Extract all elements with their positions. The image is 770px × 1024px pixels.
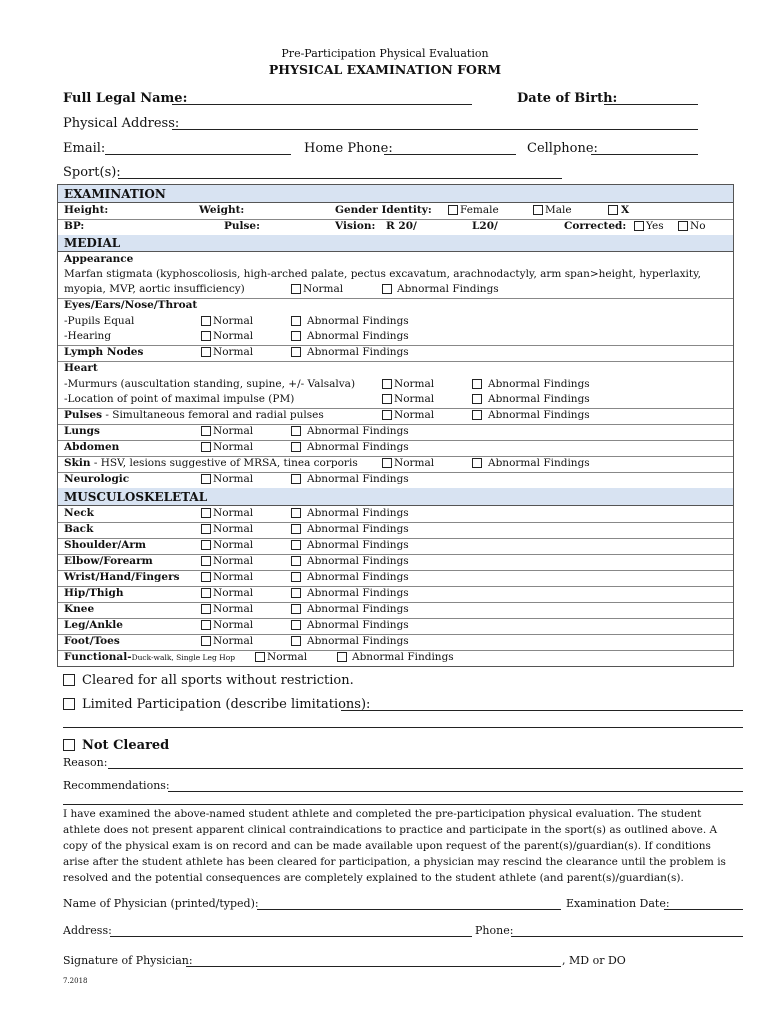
pmi-normal-label: Normal [394,393,435,405]
cleared-label: Cleared for all sports without restriction. [82,673,354,688]
msk-abnormal-label-leg-ankle: Abnormal Findings [307,619,409,631]
msk-normal-label-elbow-forearm: Normal [213,555,254,567]
msk-abnormal-checkbox-back[interactable] [291,524,301,534]
msk-abnormal-label-knee: Abnormal Findings [307,603,409,615]
msk-normal-label-shoulder-arm: Normal [213,539,254,551]
physician-name-label: Name of Physician (printed/typed): [63,897,259,910]
reason-label: Reason: [63,756,108,769]
msk-normal-label-hip-thigh: Normal [213,587,254,599]
lungs-abnormal-checkbox[interactable] [291,426,301,436]
msk-label-knee: Knee [64,603,95,615]
lungs-normal-checkbox[interactable] [201,426,211,436]
exam-date-field[interactable] [664,909,743,910]
pulses-normal-checkbox[interactable] [382,410,392,420]
vision-right-label: R 20/ [386,220,417,232]
not-cleared-label: Not Cleared [82,738,170,753]
pulses-abnormal-checkbox[interactable] [472,410,482,420]
msk-row-leg-ankle [58,618,733,635]
msk-normal-checkbox-hip-thigh[interactable] [201,588,211,598]
height-label: Height: [64,204,109,216]
md-do-label: , MD or DO [562,954,626,967]
pulses-text [64,408,324,423]
murmurs-abnormal-label: Abnormal Findings [488,378,590,390]
murmurs-abnormal-checkbox[interactable] [472,379,482,389]
msk-label-neck: Neck [64,507,94,519]
physical-address-field[interactable] [172,129,698,130]
cleared-checkbox[interactable] [63,674,75,686]
form-subtitle: Pre-Participation Physical Evaluation [281,47,489,60]
msk-abnormal-checkbox-wrist-hand-fingers[interactable] [291,572,301,582]
murmurs-normal-label: Normal [394,378,435,390]
female-checkbox[interactable] [448,205,458,215]
exam-row-height [58,203,733,220]
skin-abnormal-checkbox[interactable] [472,458,482,468]
functional-normal-checkbox[interactable] [255,652,265,662]
sports-label: Sport(s): [63,165,121,180]
examination-heading: EXAMINATION [58,185,733,203]
msk-normal-label-neck: Normal [213,507,254,519]
corrected-yes-checkbox[interactable] [634,221,644,231]
msk-label-leg-ankle: Leg/Ankle [64,619,123,631]
abdomen-normal-label: Normal [213,441,254,453]
full-legal-name-label: Full Legal Name: [63,91,188,106]
abdomen-abnormal-label: Abnormal Findings [307,441,409,453]
skin-row [58,456,733,473]
hearing-abnormal-label: Abnormal Findings [307,330,409,342]
corrected-yes-label: Yes [646,220,664,232]
male-checkbox[interactable] [533,205,543,215]
male-label: Male [545,204,572,216]
x-checkbox[interactable] [608,205,618,215]
signature-label: Signature of Physician: [63,954,193,967]
pulses-label: Pulses [64,409,103,421]
heart-label: Heart [64,362,98,374]
msk-abnormal-checkbox-shoulder-arm[interactable] [291,540,301,550]
msk-normal-checkbox-foot-toes[interactable] [201,636,211,646]
msk-abnormal-checkbox-foot-toes[interactable] [291,636,301,646]
address-label: Address: [63,924,112,937]
msk-label-shoulder-arm: Shoulder/Arm [64,539,147,551]
neurologic-abnormal-checkbox[interactable] [291,474,301,484]
physical-address-label: Physical Address: [63,116,180,131]
corrected-label: Corrected: [564,220,627,232]
pulses-abnormal-label: Abnormal Findings [488,409,590,421]
heart-row [58,361,733,409]
msk-normal-checkbox-neck[interactable] [201,508,211,518]
recommendations-field[interactable] [168,791,743,792]
murmurs-normal-checkbox[interactable] [382,379,392,389]
vision-left-label: L20/ [472,220,498,232]
skin-abnormal-label: Abnormal Findings [488,457,590,469]
appearance-normal-checkbox[interactable] [291,284,301,294]
phone-label: Phone: [475,924,514,937]
skin-normal-label: Normal [394,457,435,469]
lymph-normal-checkbox[interactable] [201,347,211,357]
abdomen-abnormal-checkbox[interactable] [291,442,301,452]
pupils-abnormal-checkbox[interactable] [291,316,301,326]
msk-normal-checkbox-back[interactable] [201,524,211,534]
functional-text [64,650,235,665]
appearance-normal-label: Normal [303,283,344,295]
lymph-abnormal-label: Abnormal Findings [307,346,409,358]
msk-abnormal-label-shoulder-arm: Abnormal Findings [307,539,409,551]
form-version: 7.2018 [63,977,88,985]
recommendations-field-2[interactable] [63,804,743,805]
msk-normal-label-knee: Normal [213,603,254,615]
msk-abnormal-label-elbow-forearm: Abnormal Findings [307,555,409,567]
msk-abnormal-checkbox-elbow-forearm[interactable] [291,556,301,566]
marfan-text-1: Marfan stigmata (kyphoscoliosis, high-arched palate, pectus excavatum, arachnodactyly, arm span>height, hyperlaxity, [64,268,702,280]
bp-label: BP: [64,220,85,232]
lungs-label: Lungs [64,425,100,437]
home-phone-label: Home Phone: [304,141,393,156]
phone-field[interactable] [511,936,743,937]
functional-abnormal-checkbox[interactable] [337,652,347,662]
recommendations-label: Recommendations: [63,779,170,792]
corrected-no-checkbox[interactable] [678,221,688,231]
msk-label-foot-toes: Foot/Toes [64,635,120,647]
physician-statement: I have examined the above-named student athlete and completed the pre-participation physical evaluation. The student athlete does not present apparent clinical contraindications to practice and participate in the sport(s) as outlined above. A copy of the physical exam is on record and can be made available upon request of the parent(s)/guardian(s). If conditions arise after the student athlete has been cleared for participation, a physician may rescind the clearance until the problem is resolved and the potential consequences are completely explained to the student athlete (and parent(s)/guardian(s). [63,808,726,884]
msk-label-back: Back [64,523,94,535]
msk-abnormal-checkbox-neck[interactable] [291,508,301,518]
full-legal-name-field[interactable] [172,104,472,105]
neurologic-normal-checkbox[interactable] [201,474,211,484]
limited-label: Limited Participation (describe limitations): [82,697,371,712]
pulses-row [58,408,733,425]
not-cleared-checkbox[interactable] [63,739,75,751]
functional-label: Functional- [64,651,132,663]
x-label: X [621,204,630,216]
address-field[interactable] [110,936,472,937]
pupils-label: -Pupils Equal [64,315,135,327]
pupils-abnormal-label: Abnormal Findings [307,315,409,327]
msk-normal-label-wrist-hand-fingers: Normal [213,571,254,583]
eent-row [58,298,733,346]
neurologic-normal-label: Normal [213,473,254,485]
pupils-normal-label: Normal [213,315,254,327]
home-phone-field[interactable] [384,154,516,155]
appearance-label: Appearance [64,253,134,265]
sports-field[interactable] [118,178,562,179]
skin-normal-checkbox[interactable] [382,458,392,468]
cellphone-label: Cellphone: [527,141,598,156]
limited-field[interactable] [341,710,743,711]
email-label: Email: [63,141,106,156]
msk-label-wrist-hand-fingers: Wrist/Hand/Fingers [64,571,180,583]
msk-abnormal-label-foot-toes: Abnormal Findings [307,635,409,647]
lungs-abnormal-label: Abnormal Findings [307,425,409,437]
functional-row [58,650,733,666]
date-of-birth-label: Date of Birth: [517,91,618,106]
abdomen-normal-checkbox[interactable] [201,442,211,452]
exam-row-bp [58,219,733,236]
hearing-abnormal-checkbox[interactable] [291,331,301,341]
msk-normal-checkbox-leg-ankle[interactable] [201,620,211,630]
reason-field[interactable] [108,768,743,769]
female-label: Female [460,204,499,216]
form-title: PHYSICAL EXAMINATION FORM [268,62,502,77]
pmi-abnormal-label: Abnormal Findings [488,393,590,405]
msk-row-hip-thigh [58,586,733,603]
physician-name-field[interactable] [257,909,561,910]
msk-label-hip-thigh: Hip/Thigh [64,587,124,599]
hearing-normal-checkbox[interactable] [201,331,211,341]
msk-abnormal-label-back: Abnormal Findings [307,523,409,535]
msk-normal-label-leg-ankle: Normal [213,619,254,631]
appearance-abnormal-checkbox[interactable] [382,284,392,294]
signature-field[interactable] [186,966,561,967]
functional-desc: Duck-walk, Single Leg Hop [131,653,236,662]
lymph-abnormal-checkbox[interactable] [291,347,301,357]
msk-label-elbow-forearm: Elbow/Forearm [64,555,153,567]
neurologic-row [58,472,733,489]
gender-identity-label: Gender Identity: [335,204,432,216]
eent-label: Eyes/Ears/Nose/Throat [64,299,198,311]
neurologic-label: Neurologic [64,473,130,485]
pmi-label: -Location of point of maximal impulse (PM) [64,393,295,405]
msk-row-knee [58,602,733,619]
examination-table [57,184,734,667]
msk-row-neck [58,506,733,523]
abdomen-label: Abdomen [64,441,120,453]
pulse-label: Pulse: [224,220,260,232]
lymph-row [58,345,733,362]
pmi-abnormal-checkbox[interactable] [472,394,482,404]
pmi-normal-checkbox[interactable] [382,394,392,404]
murmurs-label: -Murmurs (auscultation standing, supine, +/- Valsalva) [64,378,356,390]
skin-text [64,456,358,471]
pupils-normal-checkbox[interactable] [201,316,211,326]
limited-field-2[interactable] [63,727,743,728]
msk-normal-checkbox-wrist-hand-fingers[interactable] [201,572,211,582]
msk-abnormal-checkbox-knee[interactable] [291,604,301,614]
limited-checkbox[interactable] [63,698,75,710]
hearing-label: -Hearing [64,330,112,342]
email-field[interactable] [105,154,291,155]
lymph-label: Lymph Nodes [64,346,144,358]
hearing-normal-label: Normal [213,330,254,342]
msk-row-wrist-hand-fingers [58,570,733,587]
cellphone-field[interactable] [591,154,698,155]
weight-label: Weight: [199,204,245,216]
lungs-row [58,424,733,441]
abdomen-row [58,440,733,457]
lungs-normal-label: Normal [213,425,254,437]
appearance-row [58,252,733,299]
date-of-birth-field[interactable] [604,104,698,105]
exam-date-label: Examination Date: [566,897,670,910]
msk-row-foot-toes [58,634,733,651]
msk-normal-checkbox-knee[interactable] [201,604,211,614]
pulses-normal-label: Normal [394,409,435,421]
msk-abnormal-checkbox-hip-thigh[interactable] [291,588,301,598]
msk-normal-label-foot-toes: Normal [213,635,254,647]
lymph-normal-label: Normal [213,346,254,358]
skin-desc: - HSV, lesions suggestive of MRSA, tinea corporis [90,457,358,469]
corrected-no-label: No [690,220,706,232]
msk-row-back [58,522,733,539]
msk-normal-checkbox-shoulder-arm[interactable] [201,540,211,550]
neurologic-abnormal-label: Abnormal Findings [307,473,409,485]
vision-label: Vision: [335,220,376,232]
msk-abnormal-label-neck: Abnormal Findings [307,507,409,519]
msk-normal-label-back: Normal [213,523,254,535]
msk-row-shoulder-arm [58,538,733,555]
msk-normal-checkbox-elbow-forearm[interactable] [201,556,211,566]
pulses-desc: - Simultaneous femoral and radial pulses [102,409,324,421]
msk-abnormal-checkbox-leg-ankle[interactable] [291,620,301,630]
msk-abnormal-label-hip-thigh: Abnormal Findings [307,587,409,599]
msk-row-elbow-forearm [58,554,733,571]
marfan-text-2: myopia, MVP, aortic insufficiency) [64,283,245,295]
musculoskeletal-heading: MUSCULOSKELETAL [58,488,733,506]
skin-label: Skin [64,457,91,469]
functional-normal-label: Normal [267,651,308,663]
msk-abnormal-label-wrist-hand-fingers: Abnormal Findings [307,571,409,583]
medial-heading: MEDIAL [58,235,733,252]
functional-abnormal-label: Abnormal Findings [352,651,454,663]
appearance-abnormal-label: Abnormal Findings [397,283,499,295]
